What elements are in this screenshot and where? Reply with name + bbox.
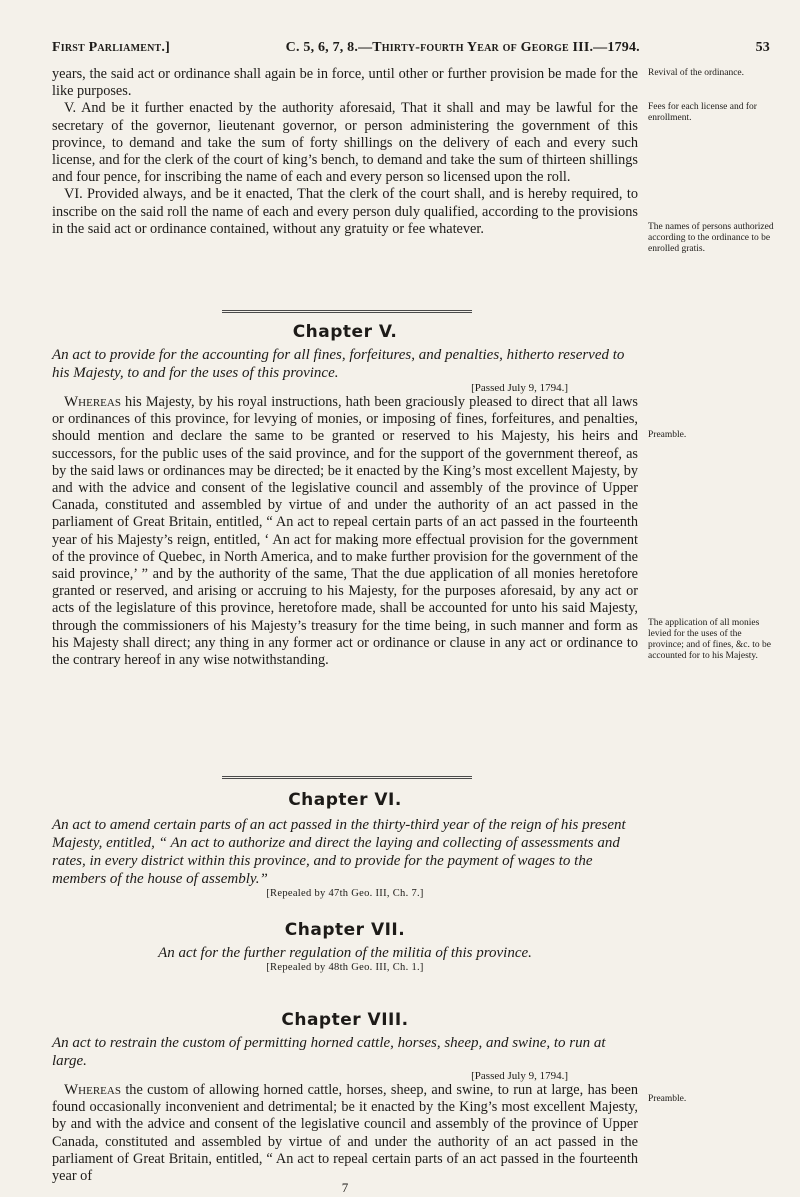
marginal-note-revival: Revival of the ordinance. bbox=[648, 68, 745, 78]
page-number: 53 bbox=[755, 40, 770, 55]
chapter-v-heading: Chapter V. bbox=[292, 322, 398, 342]
marginal-note-fees: Fees for each license and for enrollment. bbox=[648, 102, 757, 123]
header-chapters: C. 5, 6, 7, 8.—Thirty-fourth Year of George III.—1794. bbox=[285, 40, 640, 55]
chapter-v bbox=[52, 346, 638, 669]
whereas-word: Whereas bbox=[64, 1082, 121, 1098]
chapter-viii-heading: Chapter VIII. bbox=[281, 1010, 409, 1030]
chapter-viii-title: An act to restrain the custom of permitting horned cattle, horses, sheep, and swine, to run at large. bbox=[52, 1035, 606, 1069]
signature-mark: 7 bbox=[341, 1180, 349, 1195]
chapter-vi-title: An act to amend certain parts of an act passed in the thirty-third year of the reign of his present Majesty, entitled, “ An act to authorize and direct the laying and collecting of assessments and rates, in every district within this province, and to provide for the payment of wages to the members of the house of assembly.” bbox=[52, 817, 626, 887]
chapter-v-passed: [Passed July 9, 1794.] bbox=[471, 382, 568, 394]
chapter-vii-heading: Chapter VII. bbox=[284, 920, 406, 940]
header-parliament: First Parliament.] bbox=[52, 40, 170, 55]
whereas-word: Whereas bbox=[64, 394, 121, 410]
section-v: V. And be it further enacted by the authority aforesaid, That it shall and may be lawful for the secretary of the governor, lieutenant governor, or person administering the government of this province, to demand and take the sum of forty shillings on the delivery of each and every such license, and for the clerk of the court of king’s bench, to demand and take the sum of thirteen shillings and four pence, for inscribing the name of each and every person so licensed upon the roll. bbox=[52, 100, 638, 186]
chapter-v-body-text: his Majesty, by his royal instructions, hath been graciously pleased to direct that all laws or ordinances of this province, for levying of monies, or imposing of fines, forfeitures, and penalties, should mention and declare the same to be granted or reserved to his Majesty, his heirs and successors, for the public uses of the said province, and for the support of the government thereof, as by the said laws or ordinances may be directed; be it enacted by the King’s most excellent Majesty, by and with the advice and consent of the legislative council and assembly of the province of Upper Canada, constituted and assembled by virtue of and under the authority of an act passed in the parliament of Great Britain, entitled, “ An act to repeal certain parts of an act passed in the fourteenth year of his Majesty’s reign, entitled, ‘ An act for making more effectual provision for the government of the province of Quebec, in North America, and to make further provision for the government of the said province,’ ” and by the authority of the same, That the due application of all monies heretofore granted or reserved, and arising or accruing to his Majesty, for the purposes aforesaid, by any act or acts of the legislature of this province, heretofore made, shall be accounted for unto his said Majesty, through the commissioners of his Majesty’s treasury for the time being, in such manner and form as his Majesty shall direct; any thing in any former act or ordinance or clause in any act or ordinance to the contrary hereof in any wise notwithstanding. bbox=[52, 394, 638, 669]
divider-rule bbox=[222, 776, 472, 779]
chapter-vii-title: An act for the further regulation of the militia of this province. bbox=[158, 945, 532, 961]
marginal-note-preamble: Preamble. bbox=[648, 1094, 687, 1104]
running-head bbox=[52, 40, 770, 56]
chapter-viii bbox=[52, 1034, 638, 1185]
section-vi: VI. Provided always, and be it enacted, That the clerk of the court shall, and is hereby required, to inscribe on the said roll the name of each and every person duly qualified, according to the provisions in the said act or ordinance contained, without any gratuity or fee whatever. bbox=[52, 186, 638, 237]
chapter-viii-passed: [Passed July 9, 1794.] bbox=[471, 1070, 568, 1082]
chapter-vi-heading: Chapter VI. bbox=[288, 790, 402, 810]
chapter-v-title: An act to provide for the accounting for all fines, forfeitures, and penalties, hitherto reserved to his Majesty, to and for the uses of this province. bbox=[52, 347, 625, 381]
block-sections-v-vi bbox=[52, 66, 638, 238]
chapter-vi bbox=[52, 816, 638, 899]
chapter-v-body bbox=[52, 394, 638, 669]
chapter-vii-repealed: [Repealed by 48th Geo. III, Ch. 1.] bbox=[266, 962, 424, 973]
chapter-viii-body-text: the custom of allowing horned cattle, horses, sheep, and swine, to run at large, has been found occasionally inconvenient and detrimental; be it enacted by the King’s most excellent Majesty, by and with the advice and consent of the legislative council and assembly of the province of Upper Canada, constituted and assembled by virtue of and under the authority of an act passed in the parliament of Great Britain, entitled, “ An act to repeal certain parts of an act passed in the fourteenth year of bbox=[52, 1082, 638, 1185]
marginal-note-names: The names of persons authorized according to the ordinance to be enrolled gratis. bbox=[648, 222, 774, 254]
divider-rule bbox=[222, 310, 472, 313]
marginal-note-preamble: Preamble. bbox=[648, 430, 687, 440]
marginal-note-application: The application of all monies levied for the uses of the province; and of fines, &c. to be accounted for to his Majesty. bbox=[648, 618, 771, 661]
para-revival: years, the said act or ordinance shall again be in force, until other or further provision be made for the like purposes. bbox=[52, 66, 638, 100]
chapter-vii bbox=[52, 944, 638, 973]
chapter-vi-repealed: [Repealed by 47th Geo. III, Ch. 7.] bbox=[266, 888, 424, 899]
chapter-viii-body bbox=[52, 1082, 638, 1185]
